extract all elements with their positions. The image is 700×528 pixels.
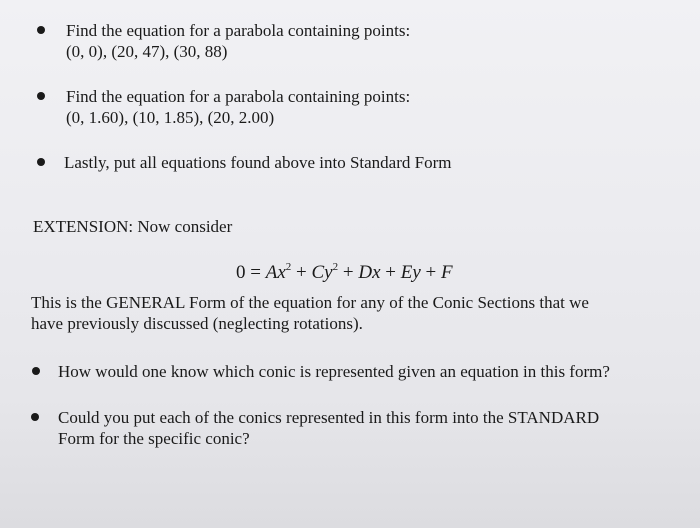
bullet-text	[66, 86, 410, 128]
bullet-line: Could you put each of the conics represented in this form into the STANDARD	[58, 408, 600, 427]
var-y: y	[324, 262, 333, 283]
var-x: x	[372, 262, 381, 283]
bullet-dot	[31, 413, 39, 421]
coef-c: C	[311, 262, 325, 283]
bullet-item	[37, 86, 410, 128]
bullet-line: Find the equation for a parabola containing points:	[66, 87, 411, 106]
bullet-line: (0, 1.60), (10, 1.85), (20, 2.00)	[66, 108, 275, 127]
exponent: 2	[285, 261, 292, 273]
bullet-text	[58, 407, 599, 449]
plus-sign: +	[338, 262, 359, 283]
bullet-line: How would one know which conic is represented given an equation in this form?	[58, 362, 610, 381]
var-x: x	[277, 262, 286, 283]
coef-e: E	[400, 262, 413, 283]
paragraph-line: have previously discussed (neglecting rotations).	[31, 314, 363, 333]
bullet-line: (0, 0), (20, 47), (30, 88)	[66, 42, 228, 61]
bullet-text	[66, 20, 410, 62]
bullet-dot	[37, 158, 45, 166]
coef-d: D	[358, 262, 373, 283]
general-form-paragraph	[31, 292, 589, 334]
bullet-line: Form for the specific conic?	[58, 429, 250, 448]
bullet-line: Lastly, put all equations found above into Standard Form	[64, 153, 452, 172]
plus-sign: +	[291, 262, 312, 283]
paragraph-line: This is the GENERAL Form of the equation for any of the Conic Sections that we	[31, 293, 589, 312]
extension-heading: EXTENSION: Now consider	[33, 217, 233, 236]
bullet-dot	[37, 92, 45, 100]
bullet-item	[32, 361, 610, 382]
bullet-text	[64, 152, 451, 173]
plus-sign: +	[420, 262, 441, 283]
coef-f: F	[440, 262, 453, 283]
bullet-item	[37, 20, 410, 62]
bullet-dot	[32, 367, 40, 375]
var-y: y	[412, 262, 421, 283]
bullet-text	[58, 361, 610, 382]
equation-lhs: 0 =	[236, 262, 266, 283]
bullet-line: Find the equation for a parabola containing points:	[66, 21, 411, 40]
exponent: 2	[332, 261, 339, 273]
bullet-dot	[37, 26, 45, 34]
bullet-item	[31, 407, 599, 449]
plus-sign: +	[380, 262, 401, 283]
coef-a: A	[265, 262, 278, 283]
general-form-equation	[236, 262, 453, 284]
bullet-item	[37, 152, 451, 173]
